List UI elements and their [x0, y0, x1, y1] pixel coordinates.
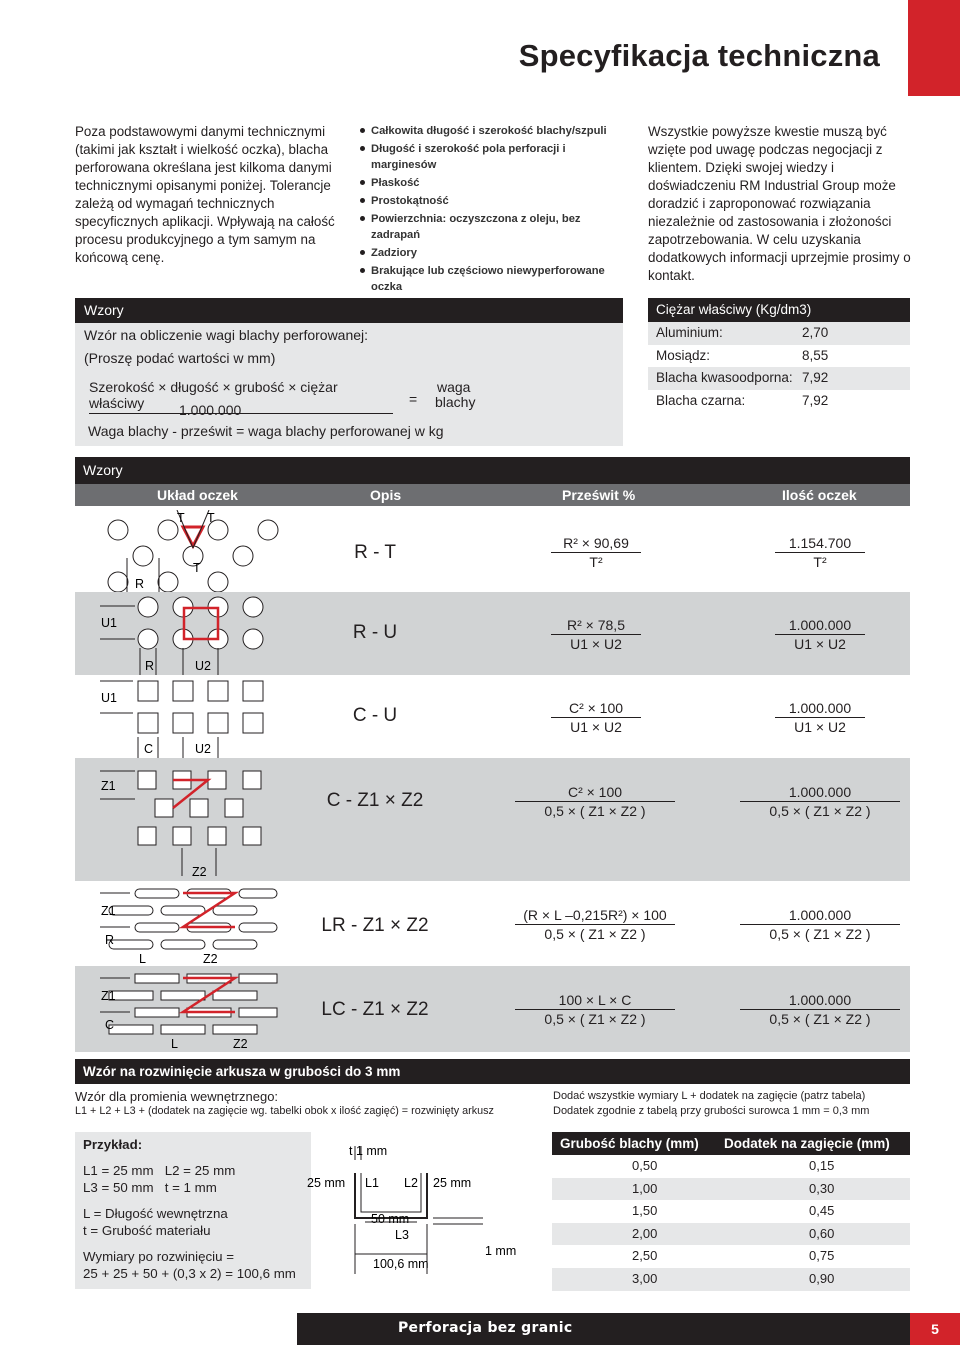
- pattern-name: C - Z1 × Z2: [326, 790, 424, 811]
- open-area-formula: [551, 617, 641, 652]
- table-row: [648, 322, 910, 345]
- requirements-list: [358, 123, 628, 297]
- thickness-value: 1,50: [632, 1203, 658, 1219]
- pattern-rt-diagram: [75, 510, 285, 592]
- pattern-row-lc: [75, 966, 910, 1052]
- material-name: Blacha kwasoodporna:: [656, 370, 793, 385]
- table-row: [552, 1268, 910, 1291]
- material-name: Blacha czarna:: [656, 392, 746, 408]
- formula-denominator: T²: [589, 554, 603, 570]
- table-row: [648, 390, 910, 413]
- list-item: Powierzchnia: oczyszczona z oleju, bez zadrapań: [358, 211, 628, 243]
- example-l3: L3 = 50 mm: [83, 1180, 154, 1195]
- formula-numerator: 1.000.000: [775, 700, 865, 718]
- list-item: Zadziory: [358, 245, 628, 261]
- list-item: Całkowita długość i szerokość blachy/szpuli: [358, 123, 628, 139]
- column-header: Ilość oczek: [782, 487, 857, 503]
- diagram-t: t 1 mm: [349, 1144, 388, 1158]
- table-row: [552, 1155, 910, 1178]
- open-area-formula: [515, 784, 675, 819]
- material-density: 2,70: [802, 325, 829, 340]
- formula-line-3: Waga blachy - prześwit = waga blachy perforowanej w kg: [88, 423, 444, 439]
- formula-denominator: 0,5 × ( Z1 × Z2 ): [769, 926, 871, 942]
- label-u2: U2: [195, 659, 211, 673]
- table-row: [648, 367, 910, 390]
- pattern-name: C - U: [352, 705, 398, 726]
- example-t: t = 1 mm: [164, 1180, 217, 1195]
- label-z2: Z2: [203, 952, 218, 966]
- list-item: Brakujące lub częściowo niewyperforowane oczka: [358, 263, 628, 295]
- example-def-l: L = Długość wewnętrzna: [83, 1206, 228, 1221]
- hole-count-formula: [775, 617, 865, 652]
- material-density: 7,92: [802, 370, 829, 385]
- inner-radius-formula: [75, 1089, 494, 1119]
- bend-allowance-table: [552, 1132, 910, 1291]
- allowance-value: 0,75: [809, 1248, 835, 1264]
- example-box: [75, 1132, 311, 1289]
- allowance-value: 0,90: [809, 1270, 835, 1286]
- formula-denominator: 1.000.000: [179, 402, 242, 418]
- pattern-row-lr: [75, 881, 910, 966]
- label-z1: Z1: [101, 779, 116, 793]
- material-density: 8,55: [802, 347, 829, 363]
- weight-formula-box: [75, 298, 623, 446]
- patterns-header: Wzory: [75, 457, 910, 484]
- thickness-value: 3,00: [632, 1270, 658, 1286]
- allowance-note-1: Dodać wszystkie wymiary L + dodatek na zagięcie (patrz tabela): [553, 1090, 866, 1102]
- example-l1: L1 = 25 mm: [83, 1163, 154, 1178]
- formula-denominator: U1 × U2: [570, 636, 622, 652]
- formula-line-1: Wzór na obliczenie wagi blachy perforowanej:: [84, 327, 369, 343]
- open-area-formula: [515, 992, 675, 1027]
- label-r: R: [105, 933, 115, 947]
- example-header: Przykład:: [83, 1137, 143, 1152]
- formula-denominator: 0,5 × ( Z1 × Z2 ): [544, 926, 646, 942]
- intro-left-text: Poza podstawowymi danymi technicznymi (takimi jak kształt i wielkość oczka), blacha perforowana określana jest kilkoma danymi technicznymi opisanymi poniżej. Tolerancje zależą od wymagań technicznych specyficznych aplikacji. Wpływają na całość procesu produkcyjnego a tym samym na końcową cenę.: [75, 124, 335, 265]
- label-c: C: [105, 1018, 115, 1032]
- formula-denominator: 0,5 × ( Z1 × Z2 ): [769, 1011, 871, 1027]
- formula-denominator: U1 × U2: [794, 636, 846, 652]
- column-header: Grubość blachy (mm): [560, 1136, 699, 1151]
- formula-numerator: 100 × L × C: [515, 992, 675, 1010]
- diagram-l2: L2: [404, 1176, 418, 1190]
- label-t: T: [193, 561, 201, 575]
- list-item: Długość i szerokość pola perforacji i marginesów: [358, 141, 628, 173]
- list-item: Prostokątność: [358, 193, 628, 209]
- diagram-thick: 1 mm: [485, 1244, 517, 1258]
- footer-title: Perforacja bez granic: [398, 1320, 573, 1336]
- label-u1: U1: [101, 691, 117, 705]
- pattern-name: LC - Z1 × Z2: [321, 999, 429, 1020]
- label-u2: U2: [195, 742, 211, 756]
- allowance-note: [553, 1089, 869, 1118]
- list-item: Płaskość: [358, 175, 628, 191]
- formula-numerator: (R × L –0,215R²) × 100: [515, 907, 675, 925]
- diagram-total: 100,6 mm: [373, 1257, 429, 1271]
- thickness-value: 2,00: [632, 1225, 658, 1241]
- formula-numerator: R² × 78,5: [551, 617, 641, 635]
- label-l: L: [139, 952, 146, 966]
- density-table: [648, 298, 910, 412]
- label-c: C: [144, 742, 154, 756]
- hole-count-formula: [775, 535, 865, 570]
- example-def-t: t = Grubość materiału: [83, 1223, 211, 1238]
- material-name: Aluminium:: [656, 325, 723, 340]
- table-header: [552, 1132, 910, 1155]
- page-title: Specyfikacja techniczna: [518, 38, 880, 73]
- example-result-label: Wymiary po rozwinięciu =: [83, 1249, 234, 1264]
- label-z1: Z1: [101, 904, 116, 918]
- column-header: Układ oczek: [157, 487, 238, 503]
- diagram-bottom: 50 mm: [371, 1212, 410, 1226]
- example-l2: L2 = 25 mm: [164, 1163, 236, 1178]
- formula-denominator: 0,5 × ( Z1 × Z2 ): [544, 803, 646, 819]
- column-header: Dodatek na zagięcie (mm): [724, 1136, 890, 1151]
- formula-equals: =: [409, 391, 418, 407]
- label-r: R: [135, 577, 145, 591]
- pattern-lr-diagram: [75, 881, 285, 966]
- formula-box-header: Wzory: [75, 298, 623, 323]
- formula-numerator: 1.154.700: [775, 535, 865, 553]
- pattern-row-rt: [75, 510, 910, 592]
- example-result: 25 + 25 + 50 + (0,3 x 2) = 100,6 mm: [83, 1266, 296, 1281]
- diagram-left: 25 mm: [307, 1176, 346, 1190]
- open-area-formula: [515, 907, 675, 942]
- label-z1: Z1: [101, 989, 116, 1003]
- page-number: 5: [910, 1313, 960, 1345]
- formula-denominator: T²: [813, 554, 827, 570]
- formula-numerator: 1.000.000: [740, 784, 900, 802]
- pattern-cz-diagram: [75, 758, 285, 881]
- formula-numerator: R² × 90,69: [551, 535, 641, 553]
- formula-result-2: blachy: [435, 394, 476, 410]
- pattern-row-ru: [75, 592, 910, 675]
- pattern-ru-diagram: [75, 592, 285, 675]
- density-header: Ciężar właściwy (Kg/dm3): [648, 298, 910, 322]
- formula-numerator: C² × 100: [551, 700, 641, 718]
- formula-numerator: 1.000.000: [740, 907, 900, 925]
- hole-count-formula: [775, 700, 865, 735]
- allowance-value: 0,60: [809, 1225, 835, 1241]
- thickness-value: 0,50: [632, 1158, 658, 1173]
- formula-denominator: U1 × U2: [570, 719, 622, 735]
- inner-formula-title: Wzór dla promienia wewnętrznego:: [75, 1089, 279, 1104]
- formula-numerator: C² × 100: [515, 784, 675, 802]
- open-area-formula: [551, 535, 641, 570]
- pattern-row-cu: [75, 675, 910, 758]
- label-t: T: [207, 511, 215, 525]
- table-row: [552, 1178, 910, 1201]
- patterns-table: [75, 457, 910, 1052]
- thickness-value: 2,50: [632, 1248, 658, 1264]
- allowance-note-2: Dodatek zgodnie z tabelą przy grubości surowca 1 mm = 0,3 mm: [553, 1104, 870, 1117]
- bend-diagram: [305, 1138, 525, 1278]
- thickness-value: 1,00: [632, 1180, 658, 1196]
- diagram-l1: L1: [365, 1176, 379, 1190]
- formula-denominator: 0,5 × ( Z1 × Z2 ): [769, 803, 871, 819]
- allowance-value: 0,45: [809, 1203, 835, 1219]
- patterns-column-headers: [75, 484, 910, 506]
- open-area-formula: [551, 700, 641, 735]
- label-z2: Z2: [192, 865, 207, 879]
- formula-numerator: Szerokość × długość × grubość × ciężar właściwy: [89, 379, 393, 414]
- table-row: [552, 1223, 910, 1246]
- column-header: Prześwit %: [562, 487, 636, 503]
- bend-section-header: Wzór na rozwinięcie arkusza w grubości do 3 mm: [75, 1059, 910, 1084]
- formula-numerator: 1.000.000: [740, 992, 900, 1010]
- header-red-tab: [908, 0, 960, 96]
- formula-numerator: 1.000.000: [775, 617, 865, 635]
- pattern-row-cz: [75, 758, 910, 881]
- label-r: R: [145, 659, 155, 673]
- inner-formula-text: L1 + L2 + L3 + (dodatek na zagięcie wg. tabelki obok x ilość zagięć) = rozwinięty arkusz: [75, 1105, 494, 1117]
- formula-result-1: waga: [437, 379, 471, 395]
- formula-line-2: (Proszę podać wartości w mm): [84, 350, 276, 366]
- intro-right-text: Wszystkie powyższe kwestie muszą być wzięte pod uwagę podczas negocjacji z klientem. Dzięki swojej wiedzy i doświadczeniu RM Industrial Group może doradzić i zaproponować rozwiązania niezależnie od zastosowania i złożoności zapotrzebowania. W celu uzyskania dodatkowych informacji uprzejmie prosimy o kontakt.: [648, 124, 911, 283]
- pattern-name: R - T: [354, 542, 396, 563]
- formula-denominator: U1 × U2: [794, 719, 846, 735]
- hole-count-formula: [740, 992, 900, 1027]
- hole-count-formula: [740, 784, 900, 819]
- diagram-right: 25 mm: [433, 1176, 472, 1190]
- pattern-lc-diagram: [75, 966, 285, 1052]
- diagram-l3: L3: [395, 1228, 409, 1242]
- allowance-value: 0,15: [809, 1158, 835, 1173]
- table-row: [648, 345, 910, 368]
- label-t: T: [177, 511, 185, 525]
- hole-count-formula: [740, 907, 900, 942]
- material-density: 7,92: [802, 392, 829, 408]
- material-name: Mosiądz:: [656, 347, 711, 363]
- footer-bar: [297, 1313, 910, 1345]
- pattern-name: R - U: [352, 622, 398, 643]
- table-row: [552, 1200, 910, 1223]
- allowance-value: 0,30: [809, 1180, 835, 1196]
- column-header: Opis: [370, 487, 402, 503]
- pattern-cu-diagram: [75, 675, 285, 758]
- label-l: L: [171, 1037, 178, 1051]
- table-row: [552, 1245, 910, 1268]
- pattern-name: LR - Z1 × Z2: [321, 915, 429, 936]
- formula-denominator: 0,5 × ( Z1 × Z2 ): [544, 1011, 646, 1027]
- label-u1: U1: [101, 616, 117, 630]
- label-z2: Z2: [233, 1037, 248, 1051]
